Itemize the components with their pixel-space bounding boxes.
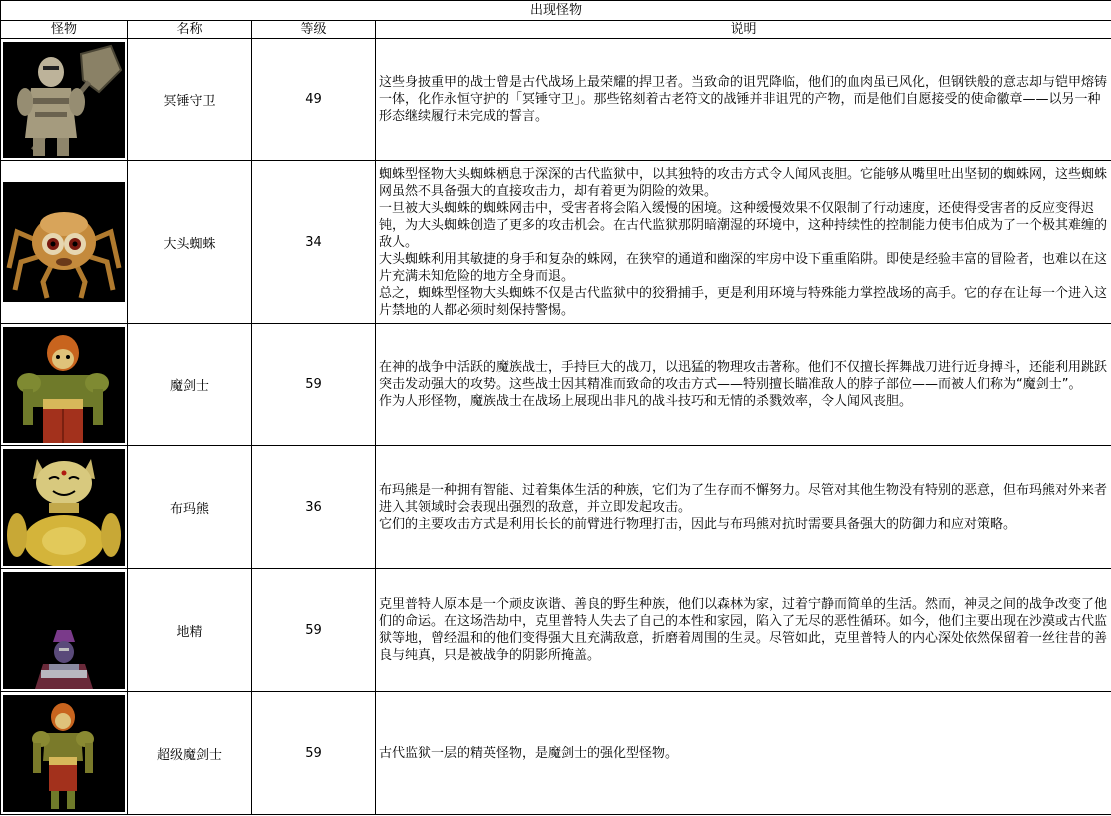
- monster-name: 超级魔剑士: [128, 692, 252, 815]
- table-row: [1, 569, 1111, 692]
- monster-image-cell: [1, 692, 128, 815]
- table-row: [1, 692, 1111, 815]
- armored-warrior-with-hammer-portrait-icon: [3, 42, 125, 158]
- table-row: [1, 39, 1111, 161]
- monster-image-cell: [1, 39, 128, 161]
- description-paragraph: 蜘蛛型怪物大头蜘蛛栖息于深深的古代监狱中，以其独特的攻击方式令人闻风丧胆。它能够从嘴里吐出坚韧的蜘蛛网，这些蜘蛛网虽然不具备强大的直接攻击力，却有着更为阴险的效果。: [379, 166, 1108, 199]
- description-paragraph: 克里普特人原本是一个顽皮诙谐、善良的野生种族，他们以森林为家，过着宁静而简单的生活。然而，神灵之间的战争改变了他们的命运。在这场浩劫中，克里普特人失去了自己的本性和家园，陷入了无尽的恶性循环。如今，他们主要出现在沙漠或古代监狱等地，曾经温和的他们变得强大且充满敌意，折磨着周围的生灵。尽管如此，克里普特人的内心深处依然保留着一丝往昔的善良与纯真，只是被战争的阴影所掩盖。: [379, 597, 1108, 663]
- header-row: [1, 21, 1111, 39]
- monster-description: [376, 446, 1111, 569]
- monster-image-cell: [1, 161, 128, 324]
- monster-level: 36: [252, 446, 376, 569]
- monster-description: [376, 39, 1111, 161]
- super-demon-swordsman-portrait-icon: [3, 695, 125, 812]
- monster-description: [376, 161, 1111, 324]
- monster-description: [376, 324, 1111, 446]
- monster-description: [376, 692, 1111, 815]
- monster-image-cell: [1, 324, 128, 446]
- table-title: 出现怪物: [1, 1, 1111, 21]
- description-paragraph: 它们的主要攻击方式是利用长长的前臂进行物理打击，因此与布玛熊对抗时需要具备强大的防御力和应对策略。: [379, 516, 1017, 532]
- header-desc: 说明: [376, 21, 1111, 39]
- table-row: [1, 161, 1111, 324]
- monster-level: 49: [252, 39, 376, 161]
- table-row: [1, 324, 1111, 446]
- goblin-kripit-portrait-icon: [3, 572, 125, 689]
- demon-swordsman-portrait-icon: [3, 327, 125, 443]
- header-monster: 怪物: [1, 21, 128, 39]
- header-level: 等级: [252, 21, 376, 39]
- description-paragraph: 作为人形怪物，魔族战士在战场上展现出非凡的战斗技巧和无情的杀戮效率，令人闻风丧胆。: [379, 394, 913, 409]
- table-title-row: [1, 1, 1111, 21]
- description-paragraph: 大头蜘蛛利用其敏捷的身手和复杂的蛛网，在狭窄的通道和幽深的牢房中设下重重陷阱。即使是经验丰富的冒险者，也难以在这片充满未知危险的地方全身而退。: [379, 251, 1108, 284]
- description-paragraph: 这些身披重甲的战士曾是古代战场上最荣耀的捍卫者。当致命的诅咒降临，他们的血肉虽已风化，但钢铁般的意志却与铠甲熔铸一体，化作永恒守护的「冥锤守卫」。那些铭刻着古老符文的战锤并非诅咒的产物，而是他们自愿接受的使命徽章——以另一种形态继续履行未完成的誓言。: [379, 75, 1108, 124]
- monster-name: 冥锤守卫: [128, 39, 252, 161]
- monster-name: 魔剑士: [128, 324, 252, 446]
- description-paragraph: 总之，蜘蛛型怪物大头蜘蛛不仅是古代监狱中的狡猾捕手，更是利用环境与特殊能力掌控战场的高手。它的存在让每一个进入这片禁地的人都必须时刻保持警惕。: [379, 285, 1108, 318]
- table-row: [1, 446, 1111, 569]
- header-name: 名称: [128, 21, 252, 39]
- monster-description: [376, 569, 1111, 692]
- description-paragraph: 古代监狱一层的精英怪物，是魔剑士的强化型怪物。: [379, 745, 679, 761]
- monster-level: 59: [252, 692, 376, 815]
- description-paragraph: 一旦被大头蜘蛛的蜘蛛网击中，受害者将会陷入缓慢的困境。这种缓慢效果不仅限制了行动速度，还使得受害者的反应变得迟钝，为大头蜘蛛创造了更多的攻击机会。在古代监狱那阴暗潮湿的环境中，这种持续性的控制能力使韦伯成为了一个极其难缠的敌人。: [379, 200, 1108, 250]
- big-head-spider-portrait-icon: [3, 182, 125, 302]
- monster-level: 59: [252, 324, 376, 446]
- description-paragraph: 在神的战争中活跃的魔族战士，手持巨大的战刀，以迅猛的物理攻击著称。他们不仅擅长挥舞战刀进行近身搏斗，还能利用跳跃突击发动强大的攻势。这些战士因其精准而致命的攻击方式——特别擅长瞄准敌人的脖子部位——而被人们称为“魔剑士”。: [379, 360, 1108, 392]
- description-paragraph: 布玛熊是一种拥有智能、过着集体生活的种族，它们为了生存而不懈努力。尽管对其他生物没有特别的恶意，但布玛熊对外来者进入其领域时会表现出强烈的敌意，并立即发起攻击。: [379, 482, 1108, 515]
- monster-level: 34: [252, 161, 376, 324]
- monster-name: 地精: [128, 569, 252, 692]
- monster-image-cell: [1, 569, 128, 692]
- monster-name: 布玛熊: [128, 446, 252, 569]
- monster-name: 大头蜘蛛: [128, 161, 252, 324]
- monster-image-cell: [1, 446, 128, 569]
- bumakuma-bear-portrait-icon: [3, 449, 125, 566]
- monster-level: 59: [252, 569, 376, 692]
